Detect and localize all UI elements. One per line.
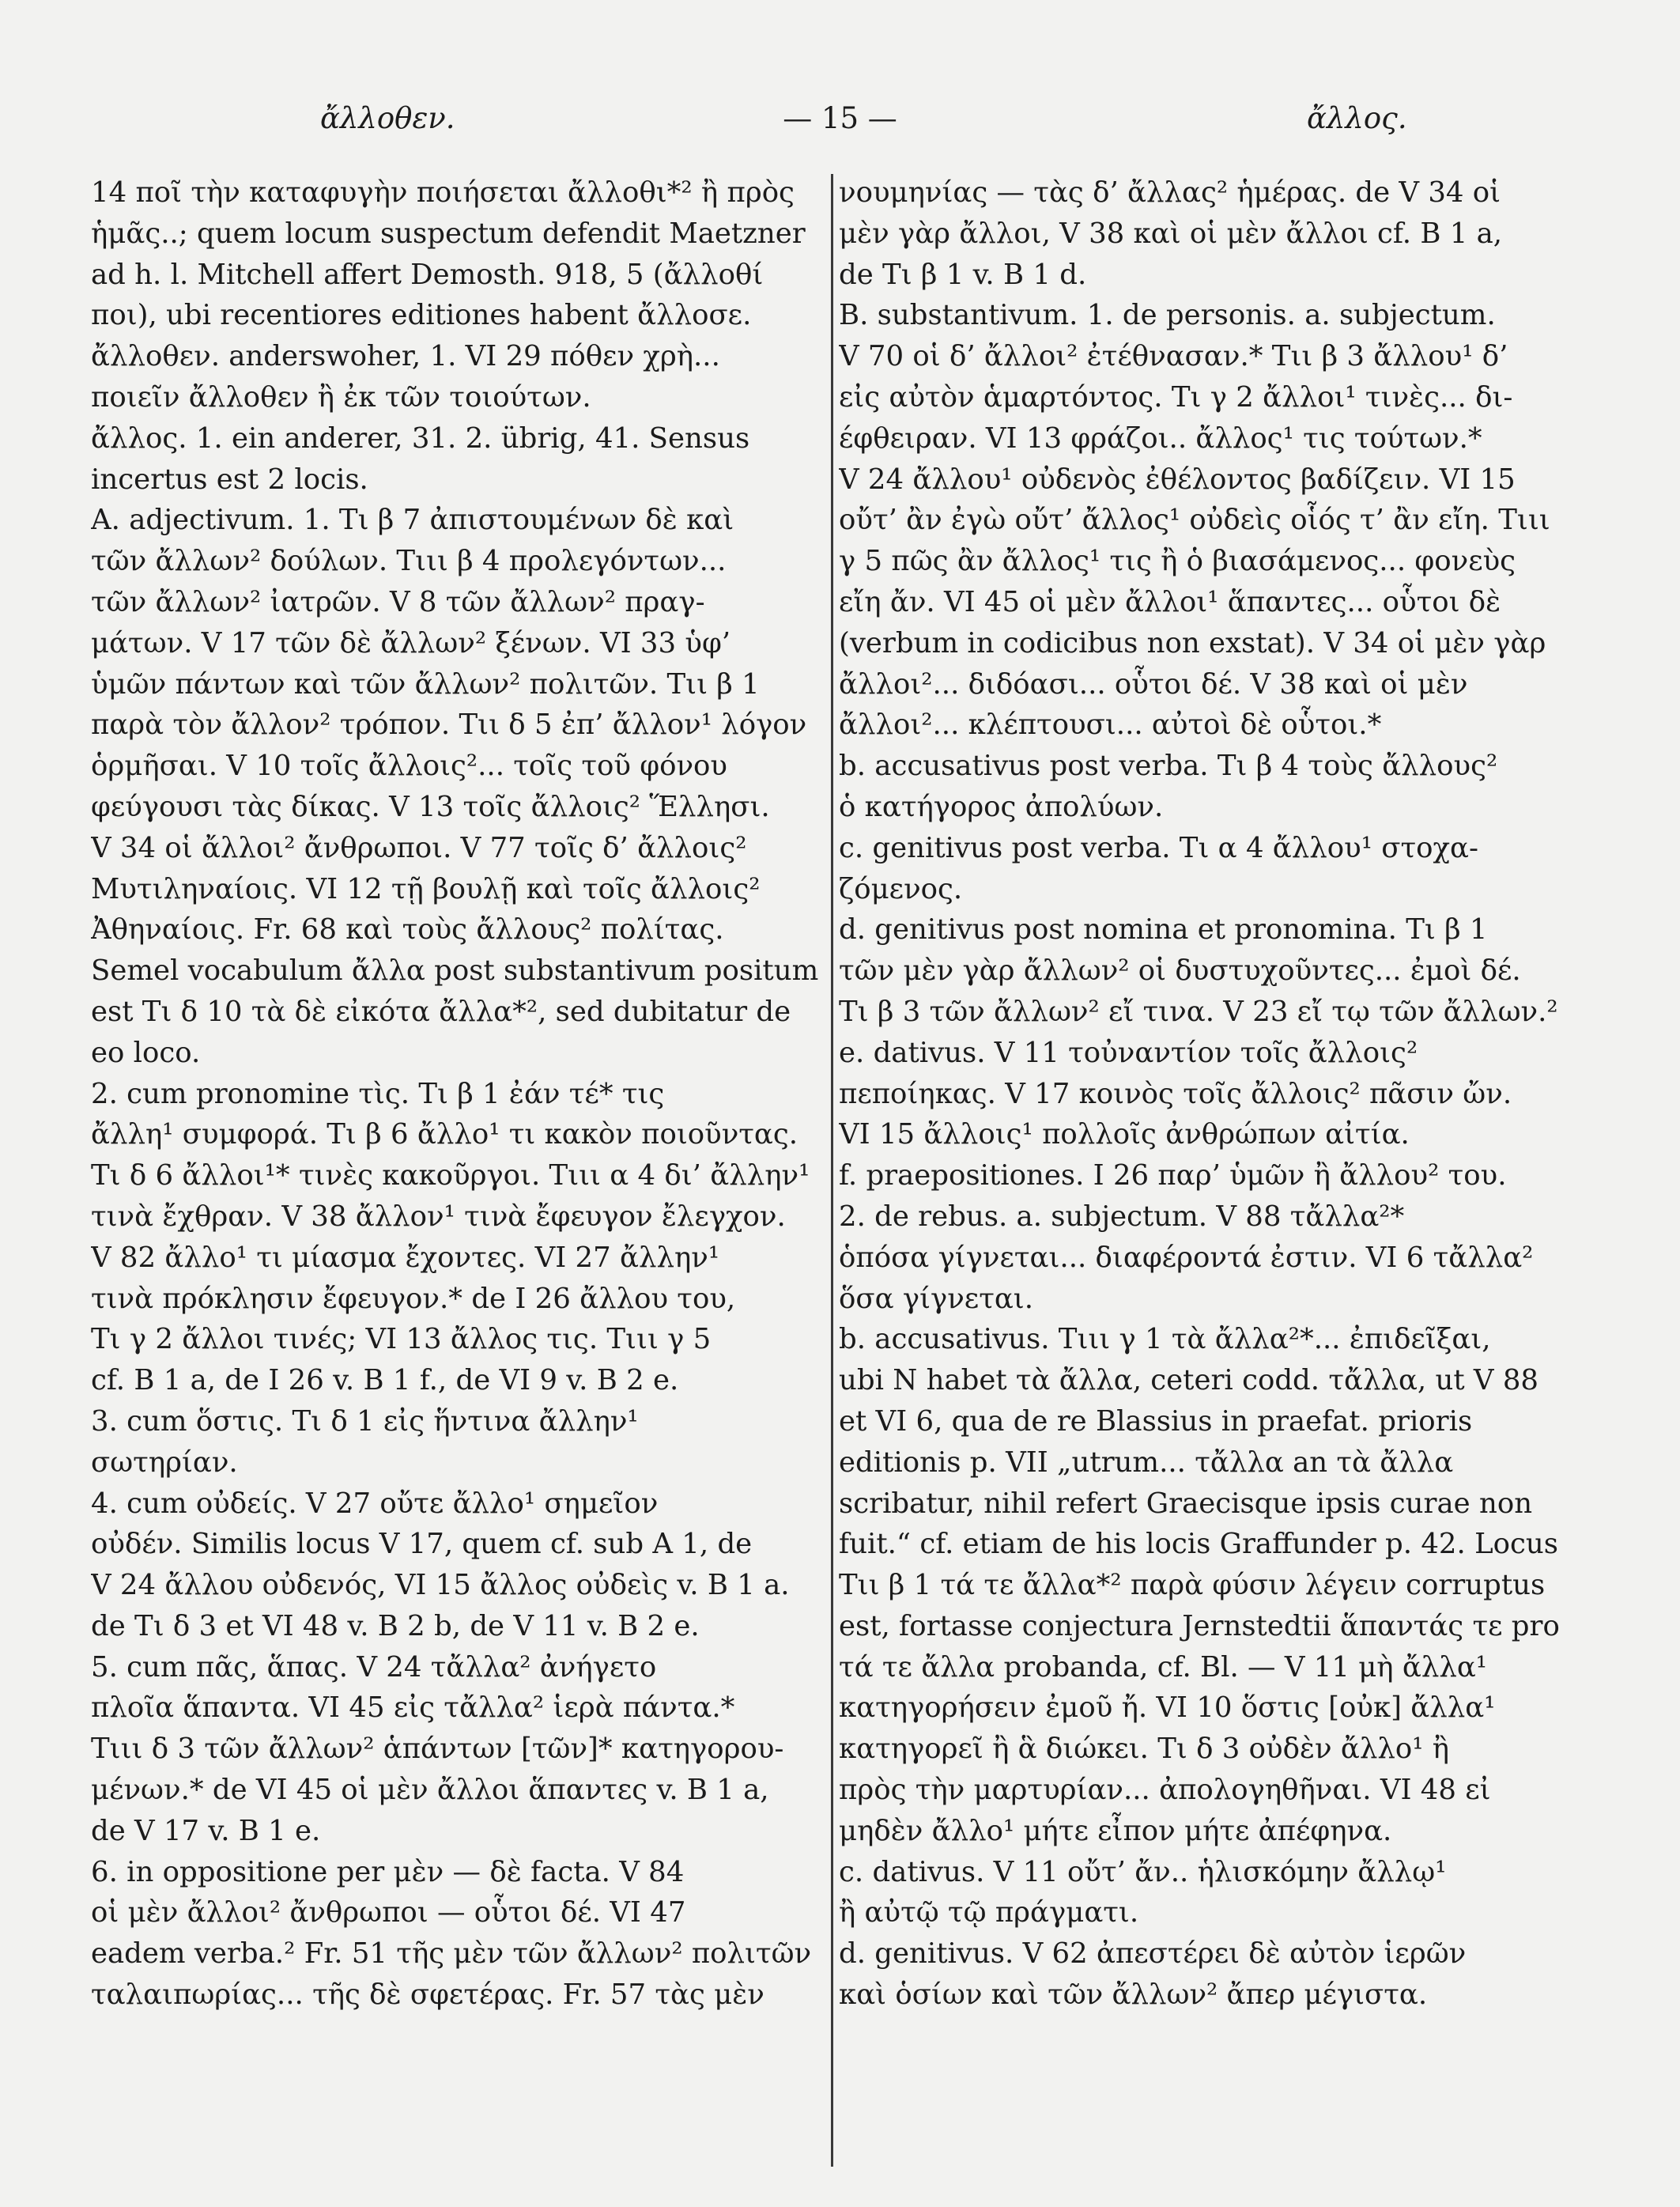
text-line: V 70 οἱ δ’ ἄλλοι² ἐτέθνασαν.* Tιι β 3 ἄλλου¹ δ’: [839, 340, 1508, 373]
text-line: τῶν ἄλλων² δούλων. Tιιι β 4 προλεγόντων...: [91, 545, 727, 578]
text-line: ad h. l. Mitchell affert Demosth. 918, 5 (ἄλλοθί: [91, 258, 764, 291]
text-line: 4. cum οὐδείς. V 27 οὔτε ἄλλο¹ σημεῖον: [91, 1487, 659, 1520]
text-line: ποιεῖν ἄλλοθεν ἢ ἐκ τῶν τοιούτων.: [91, 380, 591, 414]
text-line: (verbum in codicibus non exstat). V 34 οἱ μὲν γὰρ: [839, 626, 1546, 659]
text-line: ταλαιπωρίας... τῆς δὲ σφετέρας. Fr. 57 τὰς μὲν: [91, 1978, 764, 2012]
text-line: Tιιι δ 3 τῶν ἄλλων² ἁπάντων [τῶν]* κατηγορου-: [91, 1733, 784, 1766]
column-divider: [831, 174, 833, 2167]
text-line: ἄλλοι²... διδόασι... οὗτοι δέ. V 38 καὶ οἱ μὲν: [839, 667, 1468, 701]
text-line: πρὸς τὴν μαρτυρίαν... ἀπολογηθῆναι. VI 48 εἰ: [839, 1774, 1491, 1807]
text-line: VI 15 ἄλλοις¹ πολλοῖς ἀνθρώπων αἰτία.: [839, 1118, 1410, 1151]
text-line: ὁπόσα γίγνεται... διαφέροντά ἐστιν. VI 6 τἄλλα²: [839, 1241, 1534, 1274]
text-line: V 34 οἱ ἄλλοι² ἄνθρωποι. V 77 τοῖς δ’ ἄλλοις²: [91, 831, 747, 864]
text-line: παρὰ τὸν ἄλλον² τρόπον. Tιι δ 5 ἐπ’ ἄλλον¹ λόγον: [91, 709, 807, 742]
text-line: οὐδέν. Similis locus V 17, quem cf. sub A 1, de: [91, 1528, 753, 1561]
text-line: γ 5 πῶς ἂν ἄλλος¹ τις ἢ ὁ βιασάμενος... φονεὺς: [839, 545, 1516, 578]
left-column: [91, 172, 820, 2197]
text-line: c. dativus. V 11 οὔτ’ ἄν.. ἡλισκόμην ἄλλῳ¹: [839, 1855, 1447, 1888]
text-line: 14 ποῖ τὴν καταφυγὴν ποιήσεται ἄλλοθι*² ἢ πρὸς: [91, 176, 795, 209]
text-line: μὲν γὰρ ἄλλοι, V 38 καὶ οἱ μὲν ἄλλοι cf. B 1 a,: [839, 217, 1503, 250]
text-line: ὁ κατήγορος ἀπολύων.: [839, 790, 1164, 823]
text-line: ubi N habet τὰ ἄλλα, ceteri codd. τἄλλα, ut V 88: [839, 1364, 1539, 1397]
text-line: 3. cum ὅστις. Tι δ 1 εἰς ἥντινα ἄλλην¹: [91, 1404, 639, 1438]
text-line: de V 17 v. B 1 e.: [91, 1814, 321, 1847]
text-line: b. accusativus. Tιιι γ 1 τὰ ἄλλα²*... ἐπιδεῖξαι,: [839, 1323, 1491, 1356]
text-line: ἄλλη¹ συμφορά. Tι β 6 ἄλλο¹ τι κακὸν ποιοῦντας.: [91, 1118, 798, 1151]
text-line: μένων.* de VI 45 οἱ μὲν ἄλλοι ἅπαντες v. B 1 a,: [91, 1774, 769, 1807]
text-line: V 24 ἄλλου¹ οὐδενὸς ἐθέλοντος βαδίζειν. VI 15: [839, 463, 1516, 496]
text-line: Semel vocabulum ἄλλα post substantivum positum: [91, 954, 819, 988]
text-line: σωτηρίαν.: [91, 1446, 238, 1479]
text-line: νουμηνίας — τὰς δ’ ἄλλας² ἡμέρας. de V 34 οἱ: [839, 176, 1501, 209]
text-line: καὶ ὁσίων καὶ τῶν ἄλλων² ἄπερ μέγιστα.: [839, 1978, 1428, 2012]
text-line: τῶν μὲν γὰρ ἄλλων² οἱ δυστυχοῦντες... ἐμοὶ δέ.: [839, 954, 1521, 988]
text-line: 2. de rebus. a. subjectum. V 88 τἄλλα²*: [839, 1200, 1405, 1233]
text-line: οἱ μὲν ἄλλοι² ἄνθρωποι — οὗτοι δέ. VI 47: [91, 1896, 686, 1929]
text-line: ἄλλοι²... κλέπτουσι... αὐτοὶ δὲ οὗτοι.*: [839, 709, 1382, 742]
right-column: [839, 172, 1568, 2197]
text-line: τῶν ἄλλων² ἰατρῶν. V 8 τῶν ἄλλων² πραγ-: [91, 585, 705, 618]
text-line: ἄλλος. 1. ein anderer, 31. 2. übrig, 41. Sensus: [91, 421, 750, 455]
text-line: scribatur, nihil refert Graecisque ipsis curae non: [839, 1487, 1533, 1520]
text-line: οὔτ’ ἂν ἐγὼ οὔτ’ ἄλλος¹ οὐδεὶς οἷός τ’ ἂν εἴη. Tιιι: [839, 504, 1550, 537]
text-line: e. dativus. V 11 τοὐναντίον τοῖς ἄλλοις²: [839, 1036, 1418, 1069]
text-line: μάτων. V 17 τῶν δὲ ἄλλων² ξένων. VI 33 ὑφ’: [91, 626, 731, 659]
text-line: eadem verba.² Fr. 51 τῆς μὲν τῶν ἄλλων² πολιτῶν: [91, 1937, 812, 1971]
text-line: μηδὲν ἄλλο¹ μήτε εἶπον μήτε ἀπέφηνα.: [839, 1814, 1392, 1847]
text-line: Tι β 3 τῶν ἄλλων² εἴ τινα. V 23 εἴ τῳ τῶν ἄλλων.²: [839, 995, 1558, 1028]
text-line: ἡμᾶς..; quem locum suspectum defendit Maetzner: [91, 217, 806, 250]
running-head-left: ἄλλοθεν.: [320, 101, 455, 135]
text-line: ἢ αὐτῷ τῷ πράγματι.: [839, 1896, 1139, 1929]
text-line: est, fortasse conjectura Jernstedtii ἅπαντάς τε pro: [839, 1609, 1560, 1642]
text-line: c. genitivus post verba. Tι α 4 ἄλλου¹ στοχα-: [839, 831, 1478, 864]
text-line: Μυτιληναίοις. VI 12 τῇ βουλῇ καὶ τοῖς ἄλλοις²: [91, 872, 761, 905]
text-line: d. genitivus. V 62 ἀπεστέρει δὲ αὐτὸν ἱερῶν: [839, 1937, 1467, 1971]
page-header: [63, 101, 1617, 149]
text-line: εἴη ἄν. VI 45 οἱ μὲν ἄλλοι¹ ἅπαντες... οὗτοι δὲ: [839, 585, 1501, 618]
running-head-right: ἄλλος.: [1307, 101, 1407, 135]
text-line: φεύγουσι τὰς δίκας. V 13 τοῖς ἄλλοις² Ἕλλησι.: [91, 790, 770, 823]
text-line: έφθειραν. VI 13 φράζοι.. ἄλλος¹ τις τούτων.*: [839, 421, 1482, 455]
text-line: eo loco.: [91, 1036, 201, 1069]
text-line: V 24 ἄλλου οὐδενός, VI 15 ἄλλος οὐδεὶς v. B 1 a.: [91, 1569, 790, 1602]
text-line: εἰς αὐτὸν ἁμαρτόντος. Tι γ 2 ἄλλοι¹ τινὲς... δι-: [839, 380, 1513, 414]
text-line: est Tι δ 10 τὰ δὲ εἰκότα ἄλλα*², sed dubitatur de: [91, 995, 791, 1028]
text-line: κατηγορήσειν ἐμοῦ ἤ. VI 10 ὅστις [οὐκ] ἄλλα¹: [839, 1691, 1496, 1725]
text-line: ὅσα γίγνεται.: [839, 1282, 1034, 1315]
text-line: d. genitivus post nomina et pronomina. Tι β 1: [839, 913, 1488, 947]
text-line: A. adjectivum. 1. Tι β 7 ἀπιστουμένων δὲ καὶ: [91, 504, 734, 537]
text-line: κατηγορεῖ ἢ ἃ διώκει. Tι δ 3 οὐδὲν ἄλλο¹ ἢ: [839, 1733, 1450, 1766]
text-line: de Tι δ 3 et VI 48 v. B 2 b, de V 11 v. B 2 e.: [91, 1609, 700, 1642]
text-line: Ἀθηναίοις. Fr. 68 καὶ τοὺς ἄλλους² πολίτας.: [91, 913, 724, 947]
text-line: τά τε ἄλλα probanda, cf. Bl. — V 11 μὴ ἄλλα¹: [839, 1650, 1488, 1684]
text-line: incertus est 2 locis.: [91, 463, 368, 496]
text-line: ὑμῶν πάντων καὶ τῶν ἄλλων² πολιτῶν. Tιι β 1: [91, 667, 760, 701]
text-line: 2. cum pronomine τὶς. Tι β 1 ἐάν τέ* τις: [91, 1077, 665, 1110]
text-line: f. praepositiones. I 26 παρ’ ὑμῶν ἢ ἄλλου² του.: [839, 1159, 1507, 1192]
text-line: et VI 6, qua de re Blassius in praefat. prioris: [839, 1404, 1473, 1438]
text-line: Tιι β 1 τά τε ἄλλα*² παρὰ φύσιν λέγειν corruptus: [839, 1569, 1546, 1602]
text-line: ὁρμῆσαι. V 10 τοῖς ἄλλοις²... τοῖς τοῦ φόνου: [91, 750, 728, 783]
text-line: ζόμενος.: [839, 872, 963, 905]
text-line: ἄλλοθεν. anderswoher, 1. VI 29 πόθεν χρὴ...: [91, 340, 720, 373]
text-line: τινὰ πρόκλησιν ἔφευγον.* de I 26 ἄλλου του,: [91, 1282, 736, 1315]
text-line: τινὰ ἔχθραν. V 38 ἄλλον¹ τινὰ ἔφευγον ἔλεγχον.: [91, 1200, 786, 1233]
text-line: 6. in oppositione per μὲν — δὲ facta. V 84: [91, 1855, 685, 1888]
text-line: b. accusativus post verba. Tι β 4 τοὺς ἄλλους²: [839, 750, 1498, 783]
text-line: πλοῖα ἅπαντα. VI 45 εἰς τἄλλα² ἱερὰ πάντα.*: [91, 1691, 735, 1725]
text-line: ποι), ubi recentiores editiones habent ἄλλοσε.: [91, 299, 752, 332]
text-line: Tι δ 6 ἄλλοι¹* τινὲς κακοῦργοι. Tιιι α 4 δι’ ἄλλην¹: [91, 1159, 810, 1192]
text-line: editionis p. VII „utrum... τἄλλα an τὰ ἄλλα: [839, 1446, 1454, 1479]
text-line: 5. cum πᾶς, ἅπας. V 24 τἄλλα² ἀνήγετο: [91, 1650, 657, 1684]
text-line: V 82 ἄλλο¹ τι μίασμα ἔχοντες. VI 27 ἄλλην¹: [91, 1241, 720, 1274]
text-line: πεποίηκας. V 17 κοινὸς τοῖς ἄλλοις² πᾶσιν ὤν.: [839, 1077, 1512, 1110]
page-number: — 15 —: [783, 101, 897, 135]
text-line: de Tι β 1 v. B 1 d.: [839, 258, 1087, 291]
text-line: fuit.“ cf. etiam de his locis Graffunder p. 42. Locus: [839, 1528, 1558, 1561]
text-line: Tι γ 2 ἄλλοι τινές; VI 13 ἄλλος τις. Tιιι γ 5: [91, 1323, 712, 1356]
text-line: B. substantivum. 1. de personis. a. subjectum.: [839, 299, 1496, 332]
text-line: cf. B 1 a, de I 26 v. B 1 f., de VI 9 v. B 2 e.: [91, 1364, 679, 1397]
